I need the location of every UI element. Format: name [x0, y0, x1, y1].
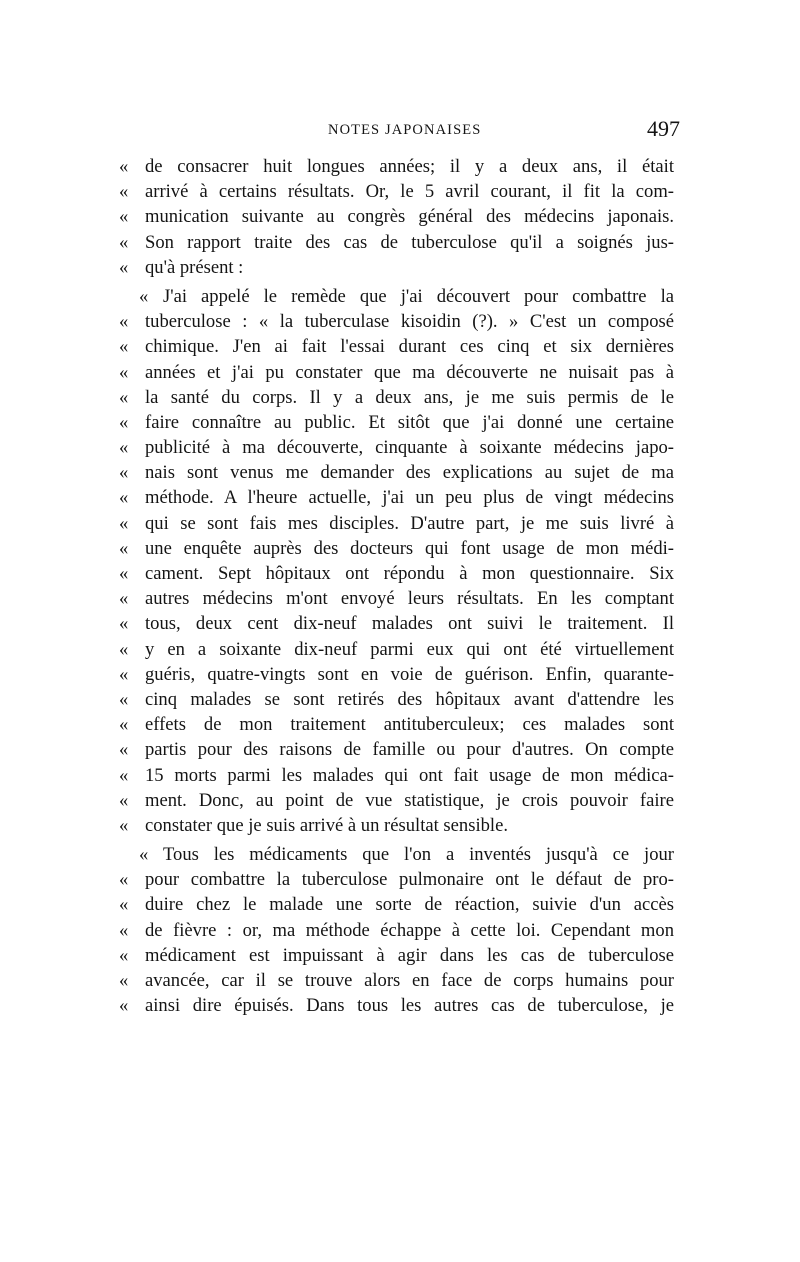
guillemet: «: [119, 256, 129, 278]
text-line: [119, 662, 674, 687]
line-text: années et j'ai pu constater que ma découverte ne nuisait pas à: [145, 361, 674, 383]
line-text: de consacrer huit longues années; il y a deux ans, il était: [145, 156, 674, 177]
text-line: [119, 993, 674, 1018]
text-line: [119, 485, 674, 510]
guillemet: «: [119, 336, 129, 358]
line-text: autres médecins m'ont envoyé leurs résultats. En les comptant: [145, 588, 674, 610]
text-line: [119, 788, 674, 813]
guillemet: «: [119, 537, 129, 559]
guillemet: «: [119, 311, 129, 333]
guillemet: «: [119, 663, 129, 685]
text-line: [119, 309, 674, 334]
text-line: [119, 410, 674, 435]
text-line: [119, 561, 674, 586]
guillemet: «: [119, 512, 129, 534]
line-text: chimique. J'en ai fait l'essai durant ces cinq et six dernières: [145, 336, 674, 358]
line-text: partis pour des raisons de famille ou pour d'autres. On compte: [145, 739, 674, 761]
guillemet: «: [119, 739, 129, 761]
line-text: Son rapport traite des cas de tuberculose qu'il a soignés jus-: [145, 231, 674, 253]
guillemet: «: [119, 714, 129, 736]
text-line: [119, 154, 674, 179]
guillemet: «: [119, 789, 129, 811]
line-text: Tous les médicaments que l'on a inventés jusqu'à ce jour: [163, 844, 674, 866]
text-line: [119, 943, 674, 968]
text-line: [119, 586, 674, 611]
guillemet: «: [119, 588, 129, 610]
body-text: [119, 154, 674, 1018]
text-line: [119, 763, 674, 788]
text-line: [119, 968, 674, 993]
guillemet: «: [119, 995, 129, 1017]
line-text: tuberculose : « la tuberculase kisoidin (?). » C'est un composé: [145, 311, 674, 333]
line-text: médicament est impuissant à agir dans les cas de tuberculose: [145, 944, 674, 966]
line-text: la santé du corps. Il y a deux ans, je me suis permis de le: [145, 386, 674, 408]
guillemet: «: [119, 181, 129, 203]
guillemet: «: [119, 206, 129, 228]
text-line: [119, 712, 674, 737]
page-number: 497: [647, 116, 680, 141]
text-line: [119, 284, 674, 309]
line-text: guéris, quatre-vingts sont en voie de guérison. Enfin, quarante-: [145, 663, 674, 685]
line-text: arrivé à certains résultats. Or, le 5 avril courant, il fit la com-: [145, 181, 674, 203]
text-line: [119, 511, 674, 536]
guillemet: «: [119, 487, 129, 509]
guillemet: «: [119, 437, 129, 459]
text-line: [119, 460, 674, 485]
line-text: qui se sont fais mes disciples. D'autre part, je me suis livré à: [145, 512, 674, 534]
guillemet: «: [119, 563, 129, 584]
guillemet: «: [119, 613, 129, 635]
text-line: [119, 360, 674, 385]
line-text: 15 morts parmi les malades qui ont fait usage de mon médica-: [145, 764, 674, 786]
guillemet: «: [119, 462, 129, 484]
text-line: [119, 737, 674, 762]
line-text: munication suivante au congrès général des médecins japonais.: [145, 206, 674, 228]
line-text: cinq malades se sont retirés des hôpitaux avant d'attendre les: [145, 688, 674, 710]
guillemet: «: [119, 411, 129, 433]
guillemet: «: [119, 814, 129, 836]
text-line: [119, 892, 674, 917]
guillemet: «: [119, 764, 129, 786]
line-text: J'ai appelé le remède que j'ai découvert pour combattre la: [163, 285, 674, 307]
line-text: méthode. A l'heure actuelle, j'ai un peu plus de vingt médecins: [145, 487, 674, 509]
guillemet: «: [119, 919, 129, 941]
text-line: [119, 918, 674, 943]
line-text: faire connaître au public. Et sitôt que j'ai donné une certaine: [145, 411, 674, 433]
line-text: pour combattre la tuberculose pulmonaire ont le défaut de pro-: [145, 869, 674, 891]
text-line: [119, 536, 674, 561]
guillemet: «: [119, 970, 129, 991]
guillemet: «: [119, 638, 129, 660]
text-line: [119, 179, 674, 204]
line-text: cament. Sept hôpitaux ont répondu à mon questionnaire. Six: [145, 563, 674, 584]
text-line: [119, 230, 674, 255]
line-text: nais sont venus me demander des explications au sujet de ma: [145, 462, 674, 484]
text-line: [119, 842, 674, 867]
text-line: [119, 255, 674, 280]
line-text: duire chez le malade une sorte de réaction, suivie d'un accès: [145, 894, 674, 916]
text-line: [119, 435, 674, 460]
running-title: NOTES JAPONAISES: [328, 122, 482, 138]
text-line: [119, 867, 674, 892]
page-header: [120, 116, 680, 146]
line-text: une enquête auprès des docteurs qui font usage de mon médi-: [145, 537, 674, 559]
guillemet: «: [119, 386, 129, 408]
line-text: de fièvre : or, ma méthode échappe à cette loi. Cependant mon: [145, 919, 674, 941]
guillemet: «: [139, 844, 149, 866]
guillemet: «: [119, 688, 129, 710]
guillemet: «: [119, 894, 129, 916]
text-line: [119, 687, 674, 712]
guillemet: «: [139, 285, 149, 307]
line-text: avancée, car il se trouve alors en face de corps humains pour: [145, 970, 674, 991]
line-text: constater que je suis arrivé à un résultat sensible.: [145, 814, 508, 836]
text-line: [119, 611, 674, 636]
text-line: [119, 204, 674, 229]
line-text: tous, deux cent dix-neuf malades ont suivi le traitement. Il: [145, 613, 674, 635]
line-text: ainsi dire épuisés. Dans tous les autres cas de tuberculose, je: [145, 995, 674, 1017]
text-line: [119, 334, 674, 359]
text-line: [119, 813, 674, 838]
line-text: publicité à ma découverte, cinquante à soixante médecins japo-: [145, 437, 674, 459]
guillemet: «: [119, 361, 129, 383]
guillemet: «: [119, 944, 129, 966]
guillemet: «: [119, 231, 129, 253]
line-text: y en a soixante dix-neuf parmi eux qui ont été virtuellement: [145, 638, 674, 660]
line-text: qu'à présent :: [145, 256, 244, 278]
text-line: [119, 637, 674, 662]
guillemet: «: [119, 156, 129, 177]
text-line: [119, 385, 674, 410]
line-text: effets de mon traitement antituberculeux; ces malades sont: [145, 714, 674, 736]
guillemet: «: [119, 869, 129, 891]
line-text: ment. Donc, au point de vue statistique, je crois pouvoir faire: [145, 789, 674, 811]
